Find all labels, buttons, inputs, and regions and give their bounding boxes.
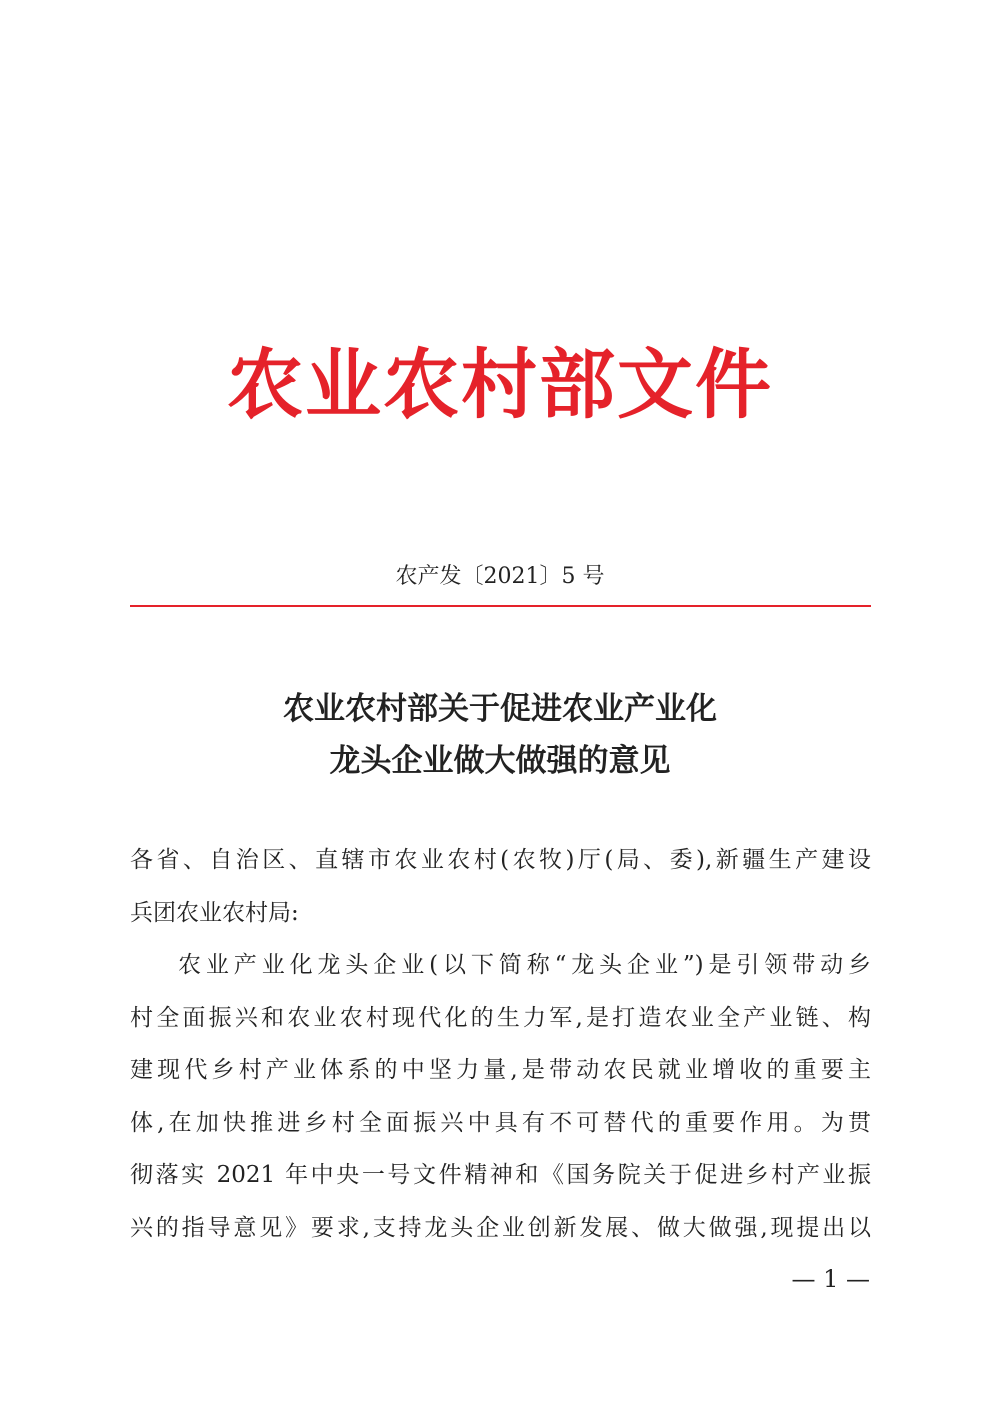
addressee-line: 各省、自治区、直辖市农业农村(农牧)厅(局、委),新疆生产建设: [130, 847, 871, 873]
red-separator-line: [130, 605, 871, 607]
paragraph-line: 兴的指导意见》要求,支持龙头企业创新发展、做大做强,现提出以: [130, 1214, 871, 1241]
paragraph-line: 农业产业化龙头企业(以下简称“龙头企业”)是引领带动乡: [178, 952, 871, 978]
addressee-line: 兵团农业农村局:: [130, 899, 299, 926]
paragraph-line: 村全面振兴和农业农村现代化的生力军,是打造农业全产业链、构: [130, 1004, 871, 1031]
page-number: — 1 —: [791, 1265, 870, 1293]
document-title: [0, 683, 1000, 787]
paragraph-line: 建现代乡村产业体系的中坚力量,是带动农民就业增收的重要主: [130, 1057, 871, 1083]
paragraph-line: 体,在加快推进乡村全面振兴中具有不可替代的重要作用。为贯: [130, 1109, 871, 1136]
paragraph-line: 彻落实 2021 年中央一号文件精神和《国务院关于促进乡村产业振: [130, 1162, 871, 1188]
document-number: 农产发〔2021〕5 号: [395, 564, 605, 589]
document-body: [130, 834, 871, 1254]
document-title-line: 龙头企业做大做强的意见: [329, 743, 671, 779]
issuer-title: 农业农村部文件: [227, 340, 773, 429]
document-title-line: 农业农村部关于促进农业产业化: [283, 691, 717, 727]
